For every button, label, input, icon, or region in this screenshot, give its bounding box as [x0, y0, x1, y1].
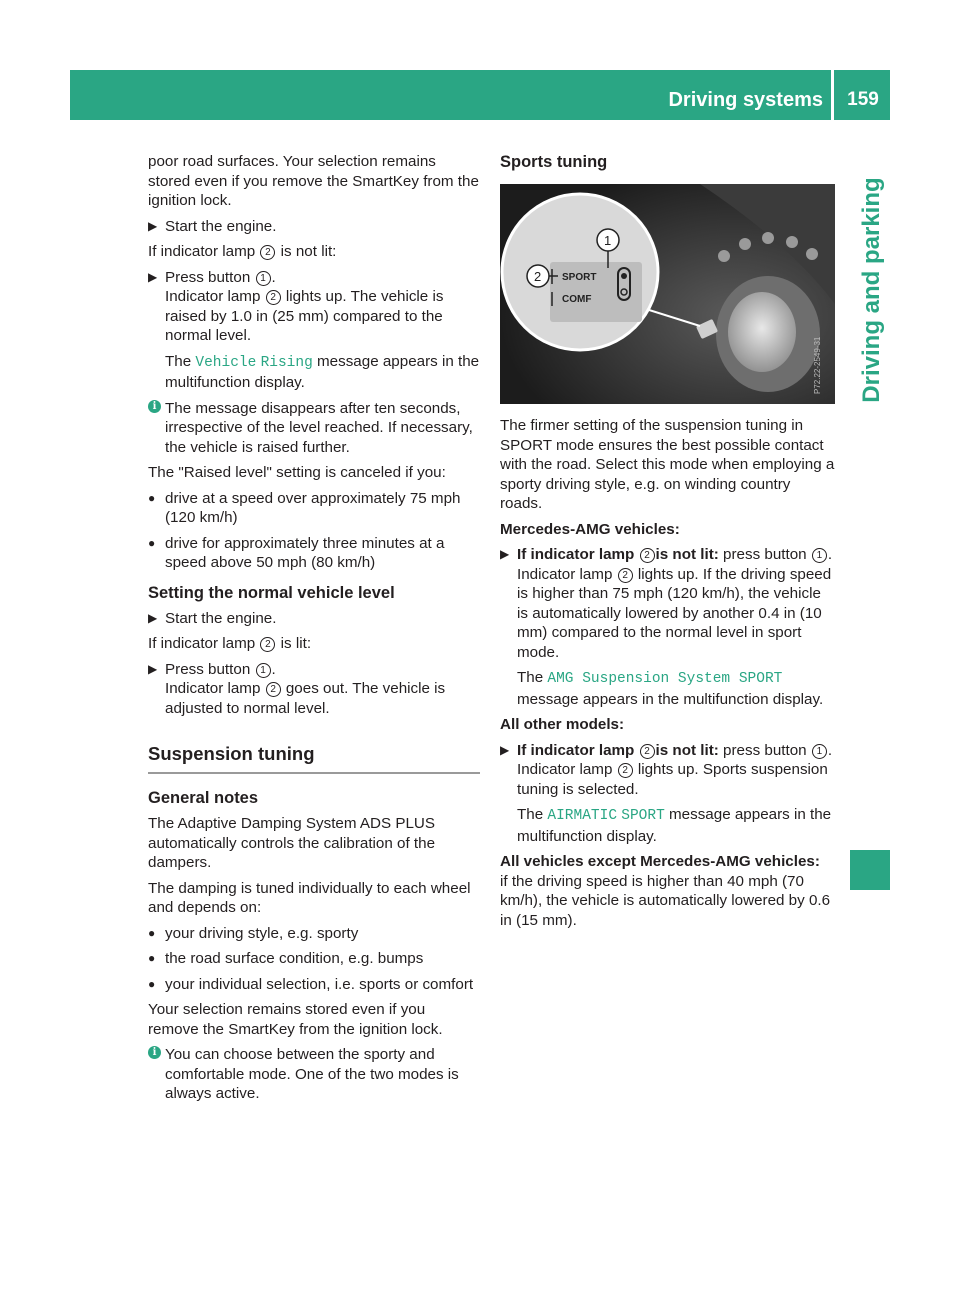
step-item — [148, 660, 480, 719]
callout-2-icon: 2 — [640, 548, 655, 563]
text: . — [827, 546, 833, 563]
text: drive for approximately three minutes at a speed above 50 mph (80 km/h) — [165, 534, 445, 571]
paragraph — [148, 242, 480, 262]
section-heading: Suspension tuning — [148, 743, 315, 764]
text: Indicator lamp — [517, 565, 613, 583]
sport-label: SPORT — [562, 272, 597, 283]
text: If indicator lamp — [148, 635, 256, 652]
comf-label: COMF — [562, 294, 592, 305]
paragraph: if the driving speed is higher than 40 mph (70 km/h), the vehicle is automatically lowered by 0.6 in (15 mm). — [500, 872, 831, 929]
text: If indicator lamp — [148, 243, 256, 260]
console-illustration — [500, 184, 835, 404]
paragraph: The damping is tuned individually to each wheel and depends on: — [148, 879, 471, 916]
text: If indicator lamp — [517, 546, 635, 563]
display-message-code: Vehicle — [195, 354, 257, 371]
arrow-icon: ▶ — [148, 218, 158, 233]
display-message-code: AIRMATIC — [547, 808, 618, 824]
subheading-bold — [500, 520, 835, 540]
callout-2-icon: 2 — [266, 290, 281, 305]
list-item — [148, 949, 480, 969]
text: is not lit: — [655, 546, 719, 563]
side-tab-label: Driving and parking — [858, 177, 885, 403]
text: lights up. Sports suspension tuning is selected. — [517, 761, 828, 798]
text: . — [827, 741, 833, 759]
callout-2-icon: 2 — [618, 568, 633, 583]
text: All other models: — [500, 716, 625, 733]
text: your individual selection, i.e. sports or comfort — [165, 975, 474, 993]
arrow-icon: ▶ — [148, 269, 158, 284]
text: press button — [723, 546, 807, 563]
text: . — [271, 268, 276, 286]
paragraph: The "Raised level" setting is canceled if you: — [148, 464, 446, 481]
image-code: P72.22-2549-31 — [813, 336, 822, 394]
subheading-bold — [500, 852, 835, 872]
bullet-icon: ● — [148, 951, 156, 965]
subheading-bold — [500, 715, 835, 735]
callout-2-icon: 2 — [266, 682, 281, 697]
divider — [148, 772, 480, 774]
text: The message disappears after ten seconds, irrespective of the level reached. If necessary, the vehicle is raised further. — [165, 399, 473, 456]
text: Start the engine. — [165, 609, 277, 627]
text: the road surface condition, e.g. bumps — [165, 950, 424, 967]
step-item — [500, 545, 835, 709]
text: Indicator lamp — [517, 761, 613, 778]
step-item — [500, 741, 835, 847]
info-note — [148, 1045, 480, 1104]
callout-1-icon: 1 — [812, 548, 827, 563]
text: message appears in the multifunction display. — [165, 352, 480, 391]
paragraph: The Adaptive Damping System ADS PLUS automatically controls the calibration of the dampers. — [148, 815, 436, 871]
text: is lit: — [280, 635, 312, 652]
arrow-icon: ▶ — [148, 610, 158, 625]
text: your driving style, e.g. sporty — [165, 924, 359, 942]
text: All vehicles except Mercedes-AMG vehicles: — [500, 853, 820, 870]
text: press button — [723, 741, 807, 759]
bullet-icon: ● — [148, 490, 156, 505]
header-title: Driving systems — [668, 89, 823, 111]
text: You can choose between the sporty and comfortable mode. One of the two modes is always active. — [165, 1046, 459, 1102]
bullet-icon: ● — [148, 925, 156, 940]
arrow-icon: ▶ — [148, 661, 158, 676]
display-message-note — [517, 805, 835, 846]
left-column — [148, 152, 480, 1110]
text: . — [271, 660, 276, 678]
text: goes out. The vehicle is adjusted to normal level. — [165, 680, 446, 717]
text: message appears in the multifunction display. — [517, 690, 824, 708]
display-message-note — [517, 668, 835, 709]
bullet-icon: ● — [148, 535, 156, 550]
display-message-note — [165, 352, 480, 393]
info-icon: i — [148, 1046, 161, 1059]
display-message-code: AMG Suspension System SPORT — [547, 671, 783, 687]
text: is not lit: — [280, 243, 337, 260]
text: The — [517, 806, 544, 823]
text: Indicator lamp — [165, 680, 261, 697]
text: Press button — [165, 268, 251, 286]
paragraph: Your selection remains stored even if you remove the SmartKey from the ignition lock. — [148, 1001, 443, 1038]
paragraph: poor road surfaces. Your selection remains stored even if you remove the SmartKey from the ignition lock. — [148, 153, 479, 209]
display-message-code: SPORT — [621, 808, 665, 824]
side-tab-block — [850, 850, 890, 890]
callout-1-icon: 1 — [256, 663, 271, 678]
callout-2-label: 2 — [534, 269, 542, 284]
paragraph: The firmer setting of the suspension tuning in SPORT mode ensures the best possible contact with the road. Select this mode when employing a sporty driving style, e.g. on winding country roads. — [500, 417, 835, 512]
right-column — [500, 152, 835, 936]
text: Press button — [165, 660, 251, 678]
callout-2-icon: 2 — [618, 763, 633, 778]
text: is not lit: — [655, 741, 719, 759]
page-number: 159 — [847, 89, 879, 110]
subheading: Sports tuning — [500, 153, 608, 171]
display-message-code: Rising — [260, 354, 313, 371]
text: lights up. The vehicle is raised by 1.0 in (25 mm) compared to the normal level. — [165, 288, 444, 344]
list-item — [148, 534, 480, 573]
text: lights up. If the driving speed is higher than 75 mph (120 km/h), the vehicle is automatically lowered by another 0.4 in (10 mm) compared to the normal level in sport mode. — [517, 565, 832, 661]
callout-2-icon: 2 — [260, 637, 275, 652]
list-item — [148, 975, 480, 995]
callout-1-label: 1 — [604, 233, 612, 248]
paragraph — [148, 634, 480, 654]
text: The — [165, 352, 192, 370]
step-item — [148, 217, 480, 237]
arrow-icon: ▶ — [500, 742, 510, 757]
text: Indicator lamp — [165, 288, 261, 305]
text: Mercedes-AMG vehicles: — [500, 520, 680, 538]
info-note — [148, 399, 480, 458]
suspension-switch-photo — [500, 184, 835, 404]
step-item — [148, 268, 480, 393]
callout-1-icon: 1 — [256, 271, 271, 286]
bullet-icon: ● — [148, 976, 156, 991]
step-text: Start the engine. — [165, 217, 277, 235]
info-icon: i — [148, 400, 161, 413]
callout-2-icon: 2 — [260, 245, 275, 260]
subheading: Setting the normal vehicle level — [148, 583, 395, 602]
list-item — [148, 489, 480, 528]
text: message appears in the multifunction display. — [517, 806, 832, 845]
subheading: General notes — [148, 789, 259, 807]
list-item — [148, 924, 480, 944]
arrow-icon: ▶ — [500, 547, 510, 561]
text: drive at a speed over approximately 75 mph (120 km/h) — [165, 489, 461, 526]
text: If indicator lamp — [517, 741, 635, 759]
callout-1-icon: 1 — [812, 744, 827, 759]
text: The — [517, 669, 544, 686]
step-item — [148, 609, 480, 629]
callout-2-icon: 2 — [640, 744, 655, 759]
header-separator — [831, 70, 834, 120]
